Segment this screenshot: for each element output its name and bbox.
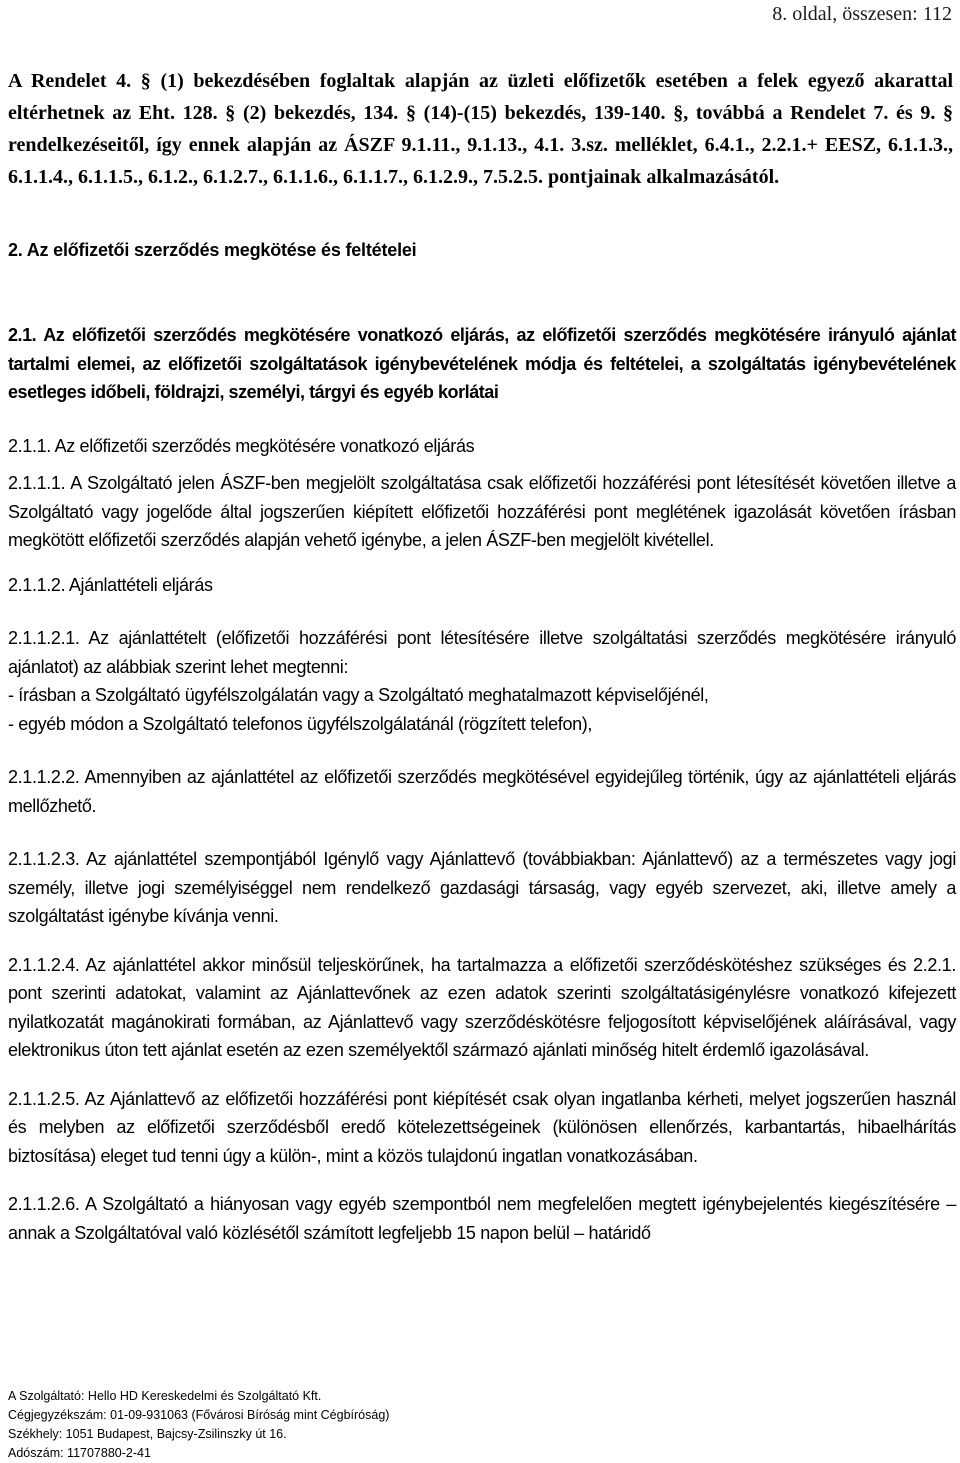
- footer-tax-number: Adószám: 11707880-2-41: [8, 1446, 151, 1460]
- paragraph-2-1: 2.1. Az előfizetői szerződés megkötésére vonatkozó eljárás, az előfizetői szerződés megkötésére irányuló ajánlat tartalmi elemei, az előfizetői szolgáltatások igénybevételének módja és feltételei, a szolgáltatás igénybevételének esetleges időbeli, földrajzi, személyi, tárgyi és egyéb korlátai: [8, 325, 956, 402]
- document-body: [8, 321, 956, 1247]
- paragraph-2-1-1-2-1: 2.1.1.2.1. Az ajánlattételt (előfizetői hozzáférési pont létesítésére illetve szolgáltatási szerződés megkötésére irányuló ajánlatot) az alábbiak szerint lehet megtenni:: [8, 628, 956, 677]
- paragraph-2-1-1-1: 2.1.1.1. A Szolgáltató jelen ÁSZF-ben megjelölt szolgáltatása csak előfizetői hozzáférési pont létesítését követően illetve a Szolgáltató vagy jogelőde által jogszerűen kiépített előfizetői hozzáférési pont meglétének igazolását követően írásban megkötött előfizetői szerződés alapján vehető igénybe, a jelen ÁSZF-ben megjelölt kivétellel.: [8, 473, 956, 550]
- paragraph-2-1-1-2-4: 2.1.1.2.4. Az ajánlattétel akkor minősül teljeskörűnek, ha tartalmazza a előfizetői szerződéskötéshez szükséges és 2.2.1. pont szerinti adatokat, valamint az Ajánlattevőnek az ezen adatok szerinti szolgáltatásigénylésre vonatkozó kifejezett nyilatkozatát magánokirati formában, az Ajánlattevő vagy szerződéskötésre feljogosított képviselőjének aláírásával, vagy elektronikus úton tett ajánlat esetén az ezen személyektől származó ajánlati minőség hitelt érdemlő igazolásával.: [8, 954, 956, 1060]
- paragraph-2-1-1-2-5: 2.1.1.2.5. Az Ajánlattevő az előfizetői hozzáférési pont kiépítését csak olyan ingatlanba kérheti, melyet jogszerűen használ és melyben az előfizetői szerződésből eredő kötelezettségeinek (különösen ellenőrzés, karbantartás, hibaelhárítás biztosítása) eleget tud tenni úgy a külön-, mint a közös tulajdonú ingatlan vonatkozásában.: [8, 1088, 956, 1166]
- company-footer: [8, 1387, 389, 1463]
- paragraph-2-1-1: 2.1.1. Az előfizetői szerződés megkötésére vonatkozó eljárás: [8, 435, 475, 456]
- paragraph-2-1-1-2-3: 2.1.1.2.3. Az ajánlattétel szempontjából Igénylő vagy Ajánlattevő (továbbiakban: Ajánlattevő) az a természetes vagy jogi személy, illetve jogi személyiséggel nem rendelkező gazdasági társaság, vagy egyéb szervezet, aki, illetve amely a szolgáltatást igénybe kívánja venni.: [8, 849, 956, 926]
- list-item-phone: - egyéb módon a Szolgáltató telefonos ügyfélszolgálatánál (rögzített telefon),: [8, 713, 593, 734]
- footer-company-name: A Szolgáltató: Hello HD Kereskedelmi és Szolgáltató Kft.: [8, 1389, 322, 1403]
- intro-paragraph: A Rendelet 4. § (1) bekezdésében foglaltak alapján az üzleti előfizetők esetében a felek egyező akarattal eltérhetnek az Eht. 128. § (2) bekezdés, 134. § (14)-(15) bekezdés, 139-140. §, továbbá a Rendelet 7. és 9. § rendelkezéseitől, így ennek alapján az ÁSZF 9.1.11., 9.1.13., 4.1. 3.sz. melléklet, 6.4.1., 2.2.1.+ EESZ, 6.1.1.3., 6.1.1.4., 6.1.1.5., 6.1.2., 6.1.2.7., 6.1.1.6., 6.1.1.7., 6.1.2.9., 7.5.2.5. pontjainak alkalmazásától.: [8, 70, 953, 188]
- section-heading: 2. Az előfizetői szerződés megkötése és feltételei: [8, 240, 417, 260]
- page-counter: 8. oldal, összesen: 112: [772, 3, 952, 25]
- paragraph-2-1-1-2-2: 2.1.1.2.2. Amennyiben az ajánlattétel az előfizetői szerződés megkötésével egyidejűleg történik, úgy az ajánlattételi eljárás mellőzhető.: [8, 767, 956, 816]
- footer-registration-number: Cégjegyzékszám: 01-09-931063 (Fővárosi Bíróság mint Cégbíróság): [8, 1408, 390, 1422]
- paragraph-2-1-1-2-6: 2.1.1.2.6. A Szolgáltató a hiányosan vagy egyéb szempontból nem megfelelően megtett igénybejelentés kiegészítésére – annak a Szolgáltatóval való közlésétől számított legfeljebb 15 napon belül – határidő: [8, 1194, 956, 1243]
- paragraph-2-1-1-2: 2.1.1.2. Ajánlattételi eljárás: [8, 574, 213, 595]
- footer-address: Székhely: 1051 Budapest, Bajcsy-Zsilinszky út 16.: [8, 1427, 287, 1441]
- list-item-written: - írásban a Szolgáltató ügyfélszolgálatán vagy a Szolgáltató meghatalmazott képviselőjénél,: [8, 685, 709, 705]
